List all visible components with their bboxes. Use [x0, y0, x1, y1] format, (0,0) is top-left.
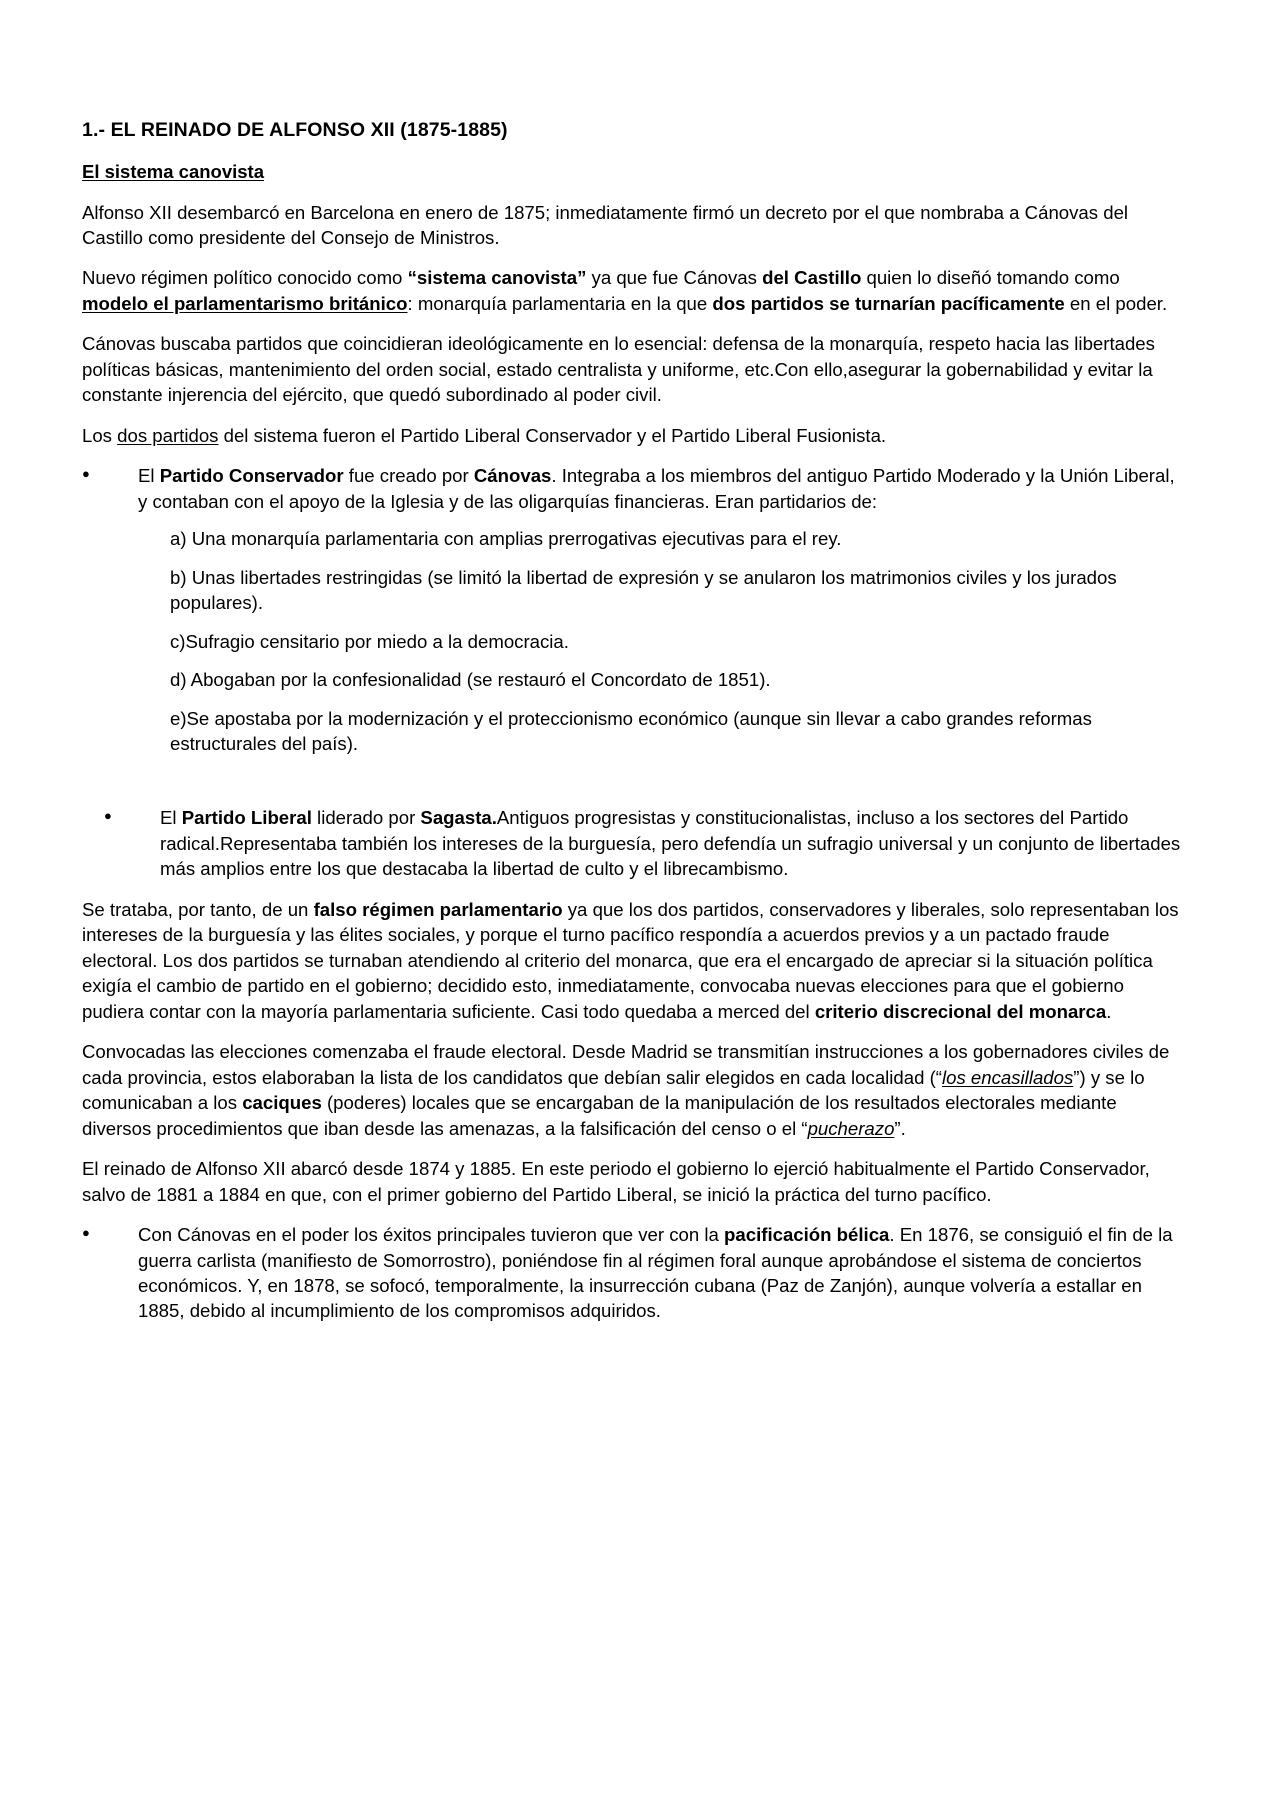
text-run: El [138, 465, 160, 487]
paragraph-nuevo-regimen [82, 265, 1184, 316]
text-run: ya que fue Cánovas [586, 267, 763, 289]
emphasis-pacificacion-belica: pacificación bélica [724, 1224, 890, 1246]
emphasis-del-castillo: del Castillo [762, 267, 862, 289]
text-run: Se trataba, por tanto, de un [82, 898, 314, 920]
page-title: 1.- EL REINADO DE ALFONSO XII (1875-1885) [82, 119, 508, 141]
text-run: en el poder. [1064, 292, 1168, 314]
list-item-d: d) Abogaban por la confesionalidad (se restauró el Concordato de 1851). [170, 669, 771, 691]
text-run: Convocadas las elecciones comenzaba el fraude electoral. Desde Madrid se transmitían instrucciones a los gobernadores civiles de cada provincia, estos elaboraban la lista de los candidatos que debían salir elegidos en cada localidad (“ [82, 1041, 1170, 1088]
section-subtitle: El sistema canovista [82, 161, 265, 183]
emphasis-criterio-discrecional: criterio discrecional del monarca [814, 1000, 1107, 1022]
text-run: quien lo diseñó tomando como [861, 267, 1120, 289]
list-pacificacion [82, 1222, 1184, 1324]
emphasis-partido-conservador: Partido Conservador [159, 465, 344, 487]
text-run: . Integraba a los miembros del antiguo Partido Moderado y la Unión Liberal, y contaban con el apoyo de la Iglesia y de las oligarquías financieras. Eran partidarios de: [138, 465, 1175, 512]
paragraph-intro [82, 200, 1184, 251]
text-run: Con Cánovas en el poder los éxitos principales tuvieron que ver con la [138, 1224, 725, 1246]
list-item-a: a) Una monarquía parlamentaria con amplias prerrogativas ejecutivas para el rey. [170, 528, 842, 550]
text-run: . En 1876, se consiguió el fin de la guerra carlista (manifiesto de Somorrostro), poniéndose fin al régimen foral aunque aprobándose el sistema de conciertos económicos. Y, en 1878, se sofocó, temporalmente, la insurrección cubana (Paz de Zanjón), aunque volvería a estallar en 1885, debido al incumplimiento de los compromisos adquiridos. [138, 1224, 1173, 1322]
text-run: ”) y se lo comunicaban a los [82, 1066, 1145, 1114]
text-run: Cánovas buscaba partidos que coincidieran ideológicamente en lo esencial: defensa de la monarquía, respeto hacia las libertades políticas básicas, mantenimiento del orden social, estado centralista y uniforme, etc.Con ello,asegurar la gobernabilidad y evitar la constante injerencia del ejército, que quedó subordinado al poder civil. [82, 333, 1155, 406]
text-run: . [1106, 1000, 1112, 1022]
spacer [82, 771, 1184, 805]
text-run: Los [82, 424, 118, 446]
emphasis-canovas: Cánovas [473, 465, 552, 487]
list-item-e: e)Se apostaba por la modernización y el proteccionismo económico (aunque sin llevar a cabo grandes reformas estructurales del país). [170, 707, 1092, 754]
emphasis-caciques: caciques [242, 1092, 322, 1114]
paragraph-fraude-electoral [82, 1039, 1184, 1141]
list-item-partido-conservador [82, 463, 1184, 756]
emphasis-falso-regimen: falso régimen parlamentario [313, 898, 563, 920]
emphasis-partido-liberal: Partido Liberal [181, 807, 312, 829]
emphasis-modelo-parlamentarismo: modelo el parlamentarismo británico [82, 292, 408, 314]
emphasis-pucherazo: pucherazo [807, 1117, 895, 1139]
paragraph-intro-text: Alfonso XII desembarcó en Barcelona en enero de 1875; inmediatamente firmó un decreto por el que nombraba a Cánovas del Castillo como presidente del Consejo de Ministros. [82, 201, 1129, 248]
text-run: (poderes) locales que se encargaban de la manipulación de los resultados electorales mediante diversos procedimientos que iban desde las amenazas, a la falsificación del censo o el “ [82, 1092, 1117, 1139]
text-run: liderado por [311, 807, 421, 829]
list-item-partido-liberal [82, 805, 1184, 881]
text-run: El reinado de Alfonso XII abarcó desde 1874 y 1885. En este periodo el gobierno lo ejerció habitualmente el Partido Conservador, salvo de 1881 a 1884 en que, con el primer gobierno del Partido Liberal, se inició la práctica del turno pacífico. [82, 1158, 1150, 1205]
text-run: El [160, 807, 182, 829]
list-partidos [82, 463, 1184, 882]
list-item-pacificacion-belica [82, 1222, 1184, 1324]
list-item-b: b) Unas libertades restringidas (se limitó la libertad de expresión y se anularon los matrimonios civiles y los jurados populares). [170, 566, 1117, 614]
text-run: ”. [894, 1117, 906, 1139]
emphasis-los-encasillados: los encasillados [942, 1066, 1074, 1088]
paragraph-reinado-abarco [82, 1156, 1184, 1207]
text-run: del sistema fueron el Partido Liberal Conservador y el Partido Liberal Fusionista. [218, 424, 887, 446]
paragraph-canovas-buscaba [82, 331, 1184, 407]
text-run: Antiguos progresistas y constitucionalistas, incluso a los sectores del Partido radical.Representaba también los intereses de la burguesía, pero defendía un sufragio universal y un conjunto de libertades más amplios entre los que destacaba la libertad de culto y el librecambismo. [160, 807, 1181, 880]
emphasis-dos-partidos: dos partidos [117, 424, 219, 446]
text-run: Nuevo régimen político conocido como [82, 267, 408, 289]
text-run: ya que los dos partidos, conservadores y liberales, solo representaban los intereses de la burguesía y las élites sociales, y porque el turno pacífico respondía a acuerdos previos y a un pactado fraude electoral. Los dos partidos se turnaban atendiendo al criterio del monarca, que era el encargado de apreciar si la situación política exigía el cambio de partido en el gobierno; decidido esto, inmediatamente, convocaba nuevas elecciones para que el gobierno pudiera contar con la mayoría parlamentaria suficiente. Casi todo quedaba a merced del [82, 898, 1179, 1022]
paragraph-dos-partidos [82, 423, 1184, 448]
emphasis-sagasta: Sagasta. [420, 807, 497, 829]
emphasis-dos-partidos-turno: dos partidos se turnarían pacíficamente [712, 292, 1065, 314]
list-item-c: c)Sufragio censitario por miedo a la democracia. [170, 630, 569, 652]
paragraph-falso-regimen [82, 897, 1184, 1024]
emphasis-sistema-canovista: “sistema canovista” [407, 267, 587, 289]
sublist-conservador-principios [138, 526, 1184, 756]
text-run: : monarquía parlamentaria en la que [407, 292, 713, 314]
text-run: fue creado por [343, 465, 474, 487]
